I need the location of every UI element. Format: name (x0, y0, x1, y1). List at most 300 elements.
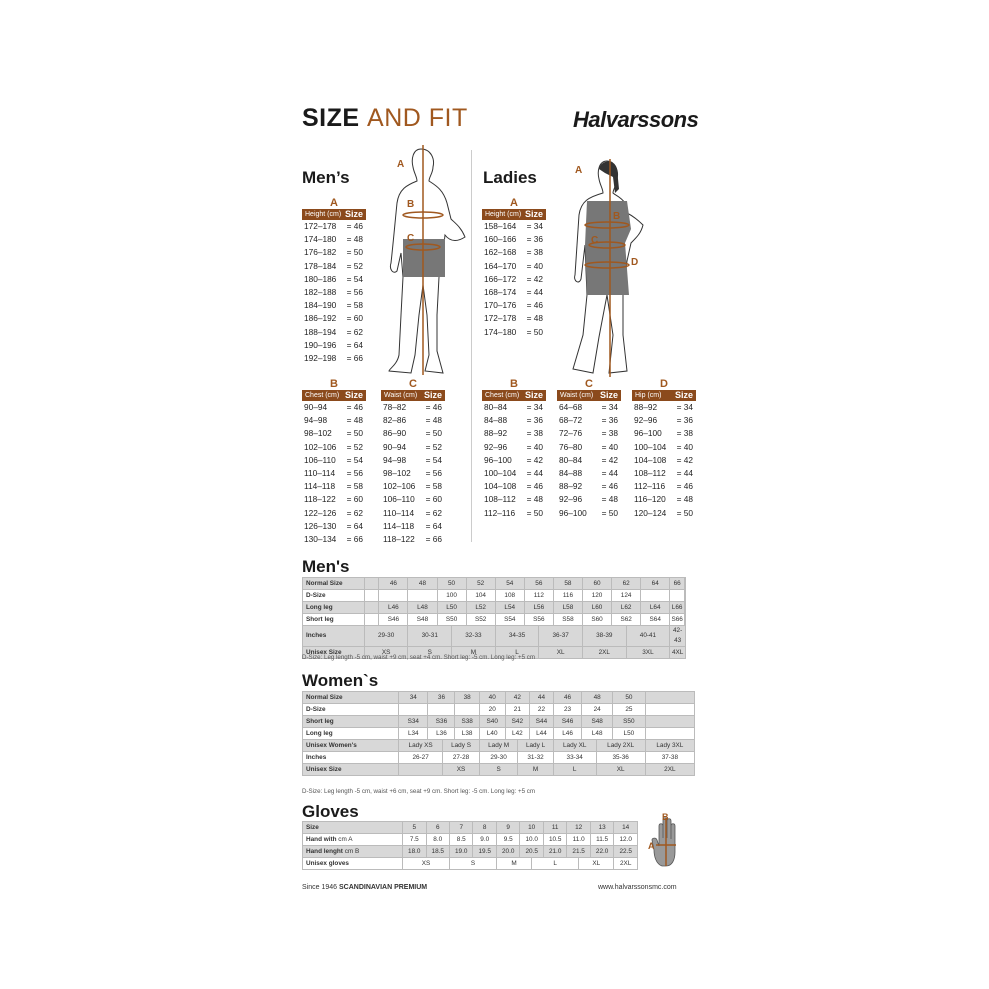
table-cell (685, 614, 686, 626)
ladies-waist-table (557, 378, 621, 520)
table-letter: C (409, 378, 417, 390)
table-cell: 20.0 (496, 846, 519, 858)
table-cell: 22.5 (614, 846, 638, 858)
row-label: Normal Size (303, 692, 399, 704)
table-cell: 27-28 (443, 752, 480, 764)
list-item: 114–118 = 64 (383, 520, 442, 531)
table-cell (364, 590, 379, 602)
list-item: 166–172 = 42 (484, 273, 543, 284)
table-cell: S66 (670, 614, 685, 626)
table-cell (685, 602, 686, 614)
brand-logo: Halvarssons (573, 107, 699, 132)
list-item: 110–114 = 56 (304, 467, 363, 478)
table-cell: 9 (496, 822, 519, 834)
table-cell: 22 (530, 704, 554, 716)
list-item: 182–188 = 56 (304, 286, 363, 297)
svg-text:B: B (407, 199, 415, 210)
svg-text:A: A (648, 841, 655, 851)
list-item: 104–108 = 46 (484, 481, 543, 492)
table-cell: XL (539, 647, 583, 659)
table-cell: L50 (437, 602, 466, 614)
list-item: 190–196 = 64 (304, 339, 363, 350)
gloves-table-heading: Gloves (302, 802, 359, 821)
table-cell (364, 614, 379, 626)
table-cell: L64 (641, 602, 670, 614)
table-cell: 33-34 (553, 752, 596, 764)
svg-text:B: B (613, 211, 621, 222)
table-cell: 120 (582, 590, 611, 602)
table-cell: L (495, 647, 539, 659)
table-cell: 19.5 (473, 846, 496, 858)
mens-figure-icon (385, 145, 475, 380)
table-cell: L62 (612, 602, 641, 614)
table-cell: 40 (479, 692, 505, 704)
table-row (303, 740, 695, 752)
womens-table-heading: Women`s (302, 671, 379, 690)
table-cell: 18.0 (403, 846, 426, 858)
list-item: 84–88 = 36 (484, 415, 543, 426)
table-cell: 11 (543, 822, 566, 834)
table-cell (399, 704, 428, 716)
mens-table-heading: Men's (302, 557, 350, 576)
table-cell: 8.5 (449, 834, 472, 846)
table-cell: S58 (553, 614, 582, 626)
table-cell: Lady S (443, 740, 480, 752)
mens-heading: Men’s (302, 168, 350, 187)
list-item: 172–178 = 46 (304, 221, 363, 231)
table-cell (641, 590, 670, 602)
table-cell: S56 (524, 614, 553, 626)
hand-icon (648, 812, 688, 868)
table-header: Chest (cm) Size (302, 390, 366, 401)
row-label: D-Size (303, 704, 399, 716)
list-item: 92–96 = 48 (559, 494, 618, 505)
mens-dsize-note: D-Size: Leg length -5 cm, waist +9 cm, seat +4 cm. Short leg: -5 cm. Long leg: +5 cm (302, 654, 535, 661)
table-cell: 3XL (626, 647, 670, 659)
table-cell: S (449, 858, 496, 870)
list-item: 176–182 = 50 (304, 247, 363, 258)
table-cell: L58 (553, 602, 582, 614)
list-item: 90–94 = 52 (383, 441, 442, 452)
table-cell (364, 602, 379, 614)
table-cell: 50 (613, 692, 646, 704)
table-cell: L44 (530, 728, 554, 740)
table-cell: XL (579, 858, 614, 870)
table-cell: 32-33 (452, 626, 496, 647)
table-row (303, 626, 686, 647)
table-letter: B (510, 378, 518, 390)
list-item: 174–180 = 48 (304, 234, 363, 245)
list-item: 82–86 = 48 (383, 415, 442, 426)
table-cell (399, 764, 443, 776)
table-cell: S48 (408, 614, 437, 626)
ladies-chest-table (482, 378, 546, 520)
table-cell: 10.5 (543, 834, 566, 846)
table-cell: 100 (437, 590, 466, 602)
list-item: 126–130 = 64 (304, 520, 363, 531)
table-cell: L46 (379, 602, 408, 614)
table-cell: 9.0 (473, 834, 496, 846)
mens-chest-table (302, 378, 366, 546)
list-item: 120–124 = 50 (634, 507, 693, 518)
table-row (303, 858, 638, 870)
table-row (303, 846, 638, 858)
table-cell: L48 (408, 602, 437, 614)
svg-text:D: D (631, 257, 639, 268)
table-row (303, 764, 695, 776)
list-item: 106–110 = 54 (304, 454, 363, 465)
table-cell (645, 716, 694, 728)
list-item: 88–92 = 34 (634, 402, 693, 412)
table-cell: 19.0 (449, 846, 472, 858)
table-cell: 2XL (582, 647, 626, 659)
list-item: 100–104 = 44 (484, 467, 543, 478)
table-cell: 38 (455, 692, 479, 704)
table-cell: 116 (553, 590, 582, 602)
table-cell: 5 (403, 822, 426, 834)
table-cell: S62 (612, 614, 641, 626)
table-cell (364, 578, 379, 590)
table-cell: 48 (408, 578, 437, 590)
list-item: 110–114 = 62 (383, 507, 442, 518)
gloves-size-table (302, 821, 638, 870)
womens-dsize-note: D-Size: Leg length -5 cm, waist +6 cm, seat +9 cm. Short leg: -5 cm. Long leg: +5 cm (302, 788, 535, 795)
table-cell: M (452, 647, 496, 659)
table-cell: 11.0 (567, 834, 590, 846)
table-cell: S60 (582, 614, 611, 626)
table-cell: 35-36 (596, 752, 645, 764)
table-cell: 8.0 (426, 834, 449, 846)
table-cell: S46 (379, 614, 408, 626)
list-item: 106–110 = 60 (383, 494, 442, 505)
table-cell: 60 (582, 578, 611, 590)
table-cell: 10.0 (520, 834, 543, 846)
table-cell: 124 (612, 590, 641, 602)
table-cell: L56 (524, 602, 553, 614)
table-cell: Lady L (518, 740, 553, 752)
table-cell: XS (403, 858, 450, 870)
list-item: 96–100 = 38 (634, 428, 693, 439)
list-item: 160–166 = 36 (484, 234, 543, 245)
row-label: Long leg (303, 728, 399, 740)
table-cell: XS (364, 647, 408, 659)
table-cell: 10 (520, 822, 543, 834)
table-cell: 52 (466, 578, 495, 590)
list-item: 92–96 = 40 (484, 441, 543, 452)
table-header: Height (cm) Size (302, 209, 366, 220)
table-cell: S36 (428, 716, 455, 728)
list-item: 118–122 = 66 (383, 533, 442, 544)
list-item: 108–112 = 44 (634, 467, 693, 478)
list-item: 96–100 = 50 (559, 507, 618, 518)
svg-text:B: B (662, 812, 669, 822)
table-cell: L52 (466, 602, 495, 614)
table-cell: 64 (641, 578, 670, 590)
table-cell: 30-31 (408, 626, 452, 647)
table-cell: L42 (505, 728, 530, 740)
row-label: Hand with cm A (303, 834, 403, 846)
table-letter: A (330, 197, 338, 209)
table-cell: 21.0 (543, 846, 566, 858)
table-cell: 24 (582, 704, 613, 716)
table-cell: S54 (495, 614, 524, 626)
list-item: 118–122 = 60 (304, 494, 363, 505)
table-cell: 2XL (645, 764, 694, 776)
table-cell: 23 (553, 704, 582, 716)
table-cell: 22.0 (590, 846, 613, 858)
table-cell: L60 (582, 602, 611, 614)
title-light: AND FIT (367, 104, 468, 132)
table-cell: 14 (614, 822, 638, 834)
list-item: 174–180 = 50 (484, 326, 543, 337)
list-item: 100–104 = 40 (634, 441, 693, 452)
table-cell (685, 590, 686, 602)
table-cell: 46 (379, 578, 408, 590)
table-cell: L50 (613, 728, 646, 740)
table-cell: S48 (582, 716, 613, 728)
table-cell: Lady M (479, 740, 518, 752)
table-cell (455, 704, 479, 716)
list-item: 92–96 = 36 (634, 415, 693, 426)
table-cell: 56 (524, 578, 553, 590)
svg-text:C: C (591, 235, 599, 246)
table-cell (645, 704, 694, 716)
list-item: 172–178 = 48 (484, 313, 543, 324)
ladies-figure-icon (565, 145, 655, 380)
list-item: 76–80 = 40 (559, 441, 618, 452)
list-item: 162–168 = 38 (484, 247, 543, 258)
list-item: 192–198 = 66 (304, 352, 363, 363)
table-cell: 38-39 (582, 626, 626, 647)
table-cell (645, 728, 694, 740)
row-label: Size (303, 822, 403, 834)
list-item: 88–92 = 46 (559, 481, 618, 492)
table-cell: 18.5 (426, 846, 449, 858)
table-cell: 108 (495, 590, 524, 602)
table-cell: L54 (495, 602, 524, 614)
list-item: 178–184 = 52 (304, 260, 363, 271)
table-cell: 11.5 (590, 834, 613, 846)
table-header: Height (cm) Size (482, 209, 546, 220)
title-bold: SIZE (302, 104, 360, 132)
table-header: Chest (cm) Size (482, 390, 546, 401)
table-cell: L38 (455, 728, 479, 740)
list-item: 90–94 = 46 (304, 402, 363, 412)
table-cell (379, 590, 408, 602)
table-cell: S40 (479, 716, 505, 728)
row-label: Short leg (303, 716, 399, 728)
list-item: 112–116 = 50 (484, 507, 543, 518)
list-item: 180–186 = 54 (304, 273, 363, 284)
table-cell: 36 (428, 692, 455, 704)
footer-tagline: Since 1946 SCANDINAVIAN PREMIUM (302, 884, 428, 891)
table-header: Waist (cm) Size (557, 390, 621, 401)
list-item: 80–84 = 42 (559, 454, 618, 465)
table-cell: 13 (590, 822, 613, 834)
table-cell: 62 (612, 578, 641, 590)
footer-url[interactable]: www.halvarssonsmc.com (598, 884, 677, 891)
list-item: 68–72 = 36 (559, 415, 618, 426)
table-cell: S38 (455, 716, 479, 728)
table-row (303, 704, 695, 716)
table-header: Hip (cm) Size (632, 390, 696, 401)
row-label: Short leg (303, 614, 365, 626)
table-cell: 31-32 (518, 752, 553, 764)
row-label: Inches (303, 752, 399, 764)
table-cell: Lady XS (399, 740, 443, 752)
row-label: Unisex Size (303, 764, 399, 776)
table-cell: L46 (553, 728, 582, 740)
table-cell: S (479, 764, 518, 776)
list-item: 184–190 = 58 (304, 300, 363, 311)
list-item: 72–76 = 38 (559, 428, 618, 439)
table-cell: S34 (399, 716, 428, 728)
list-item: 114–118 = 58 (304, 481, 363, 492)
row-label: Normal Size (303, 578, 365, 590)
list-item: 170–176 = 46 (484, 300, 543, 311)
table-cell: L36 (428, 728, 455, 740)
table-cell: XS (443, 764, 480, 776)
list-item: 130–134 = 66 (304, 533, 363, 544)
svg-text:A: A (575, 165, 583, 176)
table-cell: 7.5 (403, 834, 426, 846)
table-cell (645, 692, 694, 704)
table-cell: S44 (530, 716, 554, 728)
list-item: 188–194 = 62 (304, 326, 363, 337)
table-cell: 42 (505, 692, 530, 704)
table-cell: S50 (437, 614, 466, 626)
list-item: 86–90 = 50 (383, 428, 442, 439)
table-cell: 26-27 (399, 752, 443, 764)
table-cell: XL (596, 764, 645, 776)
table-cell: M (496, 858, 531, 870)
table-letter: B (330, 378, 338, 390)
row-label: Unisex Size (303, 647, 365, 659)
table-letter: C (585, 378, 593, 390)
list-item: 158–164 = 34 (484, 221, 543, 231)
table-cell: 46 (553, 692, 582, 704)
list-item: 102–106 = 52 (304, 441, 363, 452)
table-cell: 29-30 (479, 752, 518, 764)
table-letter: D (660, 378, 668, 390)
table-row (303, 578, 686, 590)
table-row (303, 692, 695, 704)
table-cell: 4XL (670, 647, 686, 659)
table-cell: 8 (473, 822, 496, 834)
list-item: 98–102 = 56 (383, 467, 442, 478)
list-item: 80–84 = 34 (484, 402, 543, 412)
list-item: 88–92 = 38 (484, 428, 543, 439)
table-cell: 12 (567, 822, 590, 834)
table-cell: 7 (449, 822, 472, 834)
table-cell: 44 (530, 692, 554, 704)
row-label: Hand lenght cm B (303, 846, 403, 858)
table-cell: 20 (479, 704, 505, 716)
table-cell: 9.5 (496, 834, 519, 846)
table-cell: 34-35 (495, 626, 539, 647)
list-item: 186–192 = 60 (304, 313, 363, 324)
mens-size-table (302, 577, 686, 659)
list-item: 64–68 = 34 (559, 402, 618, 412)
list-item: 108–112 = 48 (484, 494, 543, 505)
table-cell: L48 (582, 728, 613, 740)
list-item: 116–120 = 48 (634, 494, 693, 505)
table-row (303, 834, 638, 846)
list-item: 164–170 = 40 (484, 260, 543, 271)
table-row (303, 728, 695, 740)
mens-height-table (302, 197, 366, 365)
list-item: 94–98 = 48 (304, 415, 363, 426)
mens-waist-table (381, 378, 445, 546)
row-label: Long leg (303, 602, 365, 614)
svg-text:C: C (407, 233, 415, 244)
table-cell: 37-38 (645, 752, 694, 764)
table-row (303, 752, 695, 764)
table-cell: S52 (466, 614, 495, 626)
table-cell: 50 (437, 578, 466, 590)
table-cell: Lady XL (553, 740, 596, 752)
table-cell: 40-41 (626, 626, 670, 647)
list-item: 102–106 = 58 (383, 481, 442, 492)
table-row (303, 614, 686, 626)
table-cell: L40 (479, 728, 505, 740)
table-cell (428, 704, 455, 716)
table-cell: 2XL (614, 858, 638, 870)
row-label: Inches (303, 626, 365, 647)
table-cell: 12.0 (614, 834, 638, 846)
table-cell: 21.5 (567, 846, 590, 858)
table-cell: 6 (426, 822, 449, 834)
row-label: Unisex Women's (303, 740, 399, 752)
table-cell: S50 (613, 716, 646, 728)
table-cell (670, 590, 685, 602)
list-item: 94–98 = 54 (383, 454, 442, 465)
table-letter: A (510, 197, 518, 209)
table-cell: 29-30 (364, 626, 408, 647)
list-item: 168–174 = 44 (484, 286, 543, 297)
table-cell: S64 (641, 614, 670, 626)
table-cell: 112 (524, 590, 553, 602)
table-cell: 42-43 (670, 626, 686, 647)
table-cell: Lady 2XL (596, 740, 645, 752)
list-item: 122–126 = 62 (304, 507, 363, 518)
list-item: 104–108 = 42 (634, 454, 693, 465)
table-cell: Lady 3XL (645, 740, 694, 752)
table-cell: M (518, 764, 553, 776)
table-cell: 34 (399, 692, 428, 704)
table-cell: 66 (670, 578, 685, 590)
ladies-hip-table (632, 378, 696, 520)
table-cell: 54 (495, 578, 524, 590)
table-cell: 20.5 (520, 846, 543, 858)
ladies-height-table (482, 197, 546, 339)
ladies-heading: Ladies (483, 168, 537, 187)
svg-text:A: A (397, 159, 405, 170)
table-cell: 104 (466, 590, 495, 602)
table-cell (685, 578, 686, 590)
table-cell: S42 (505, 716, 530, 728)
list-item: 98–102 = 50 (304, 428, 363, 439)
list-item: 84–88 = 44 (559, 467, 618, 478)
table-cell: S (408, 647, 452, 659)
table-cell (408, 590, 437, 602)
womens-size-table (302, 691, 695, 776)
table-cell: 25 (613, 704, 646, 716)
table-cell: L34 (399, 728, 428, 740)
table-cell: 48 (582, 692, 613, 704)
row-label: Unisex gloves (303, 858, 403, 870)
list-item: 96–100 = 42 (484, 454, 543, 465)
